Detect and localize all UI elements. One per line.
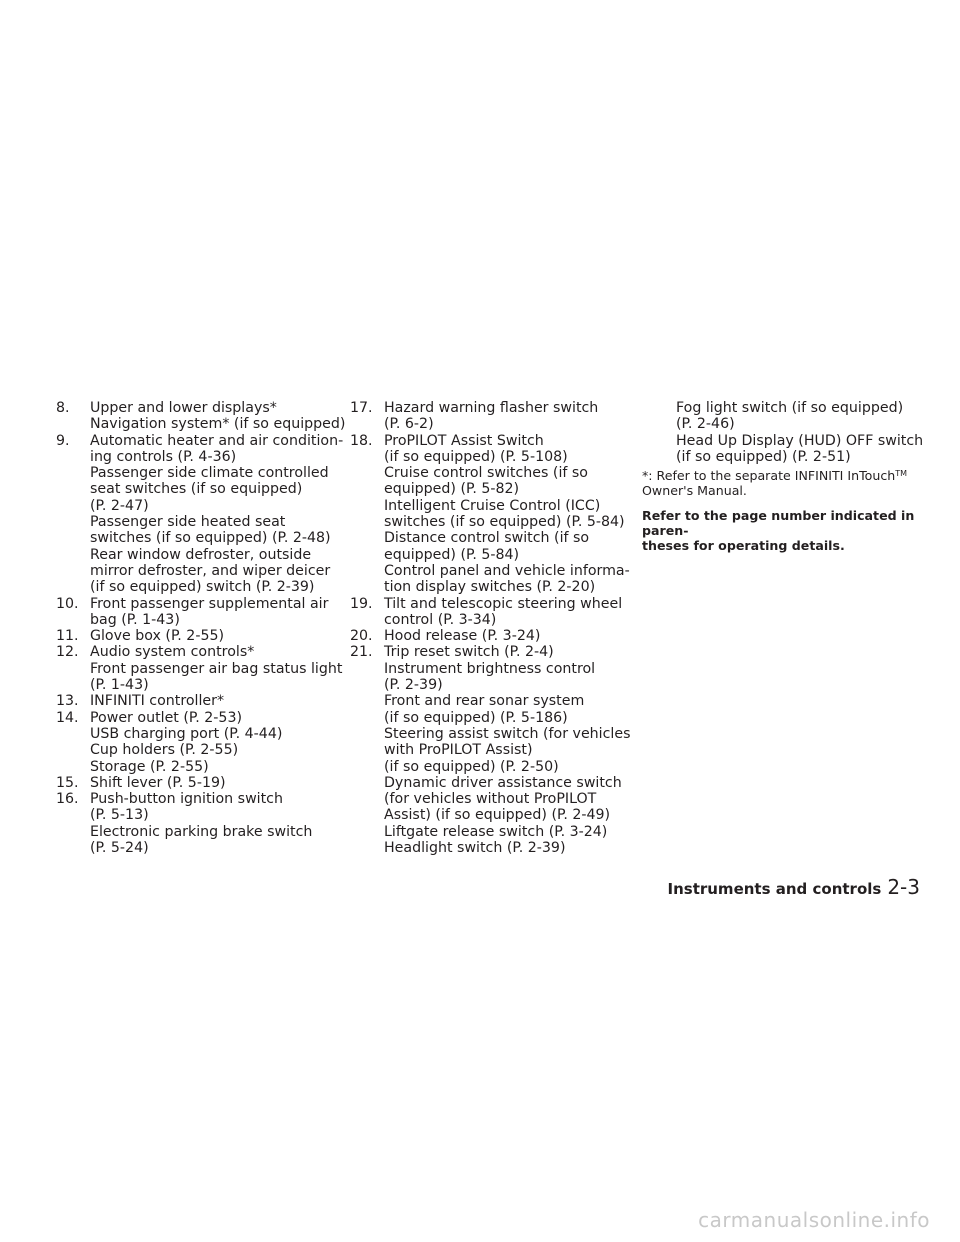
list-item bbox=[350, 644, 631, 857]
entry-line: Control panel and vehicle informa- bbox=[384, 562, 630, 579]
entry-line: (P. 2-46) bbox=[676, 416, 735, 433]
item-number: 17. bbox=[350, 400, 373, 416]
page-number: 2-3 bbox=[887, 875, 920, 899]
entry-line: with ProPILOT Assist) bbox=[384, 742, 533, 759]
entry-line: (P. 6-2) bbox=[384, 416, 434, 433]
item-number: 19. bbox=[350, 595, 373, 612]
entry-line: Liftgate release switch (P. 3-24) bbox=[384, 823, 608, 840]
entry-line: (P. 5-13) bbox=[90, 807, 149, 824]
left-column bbox=[56, 400, 346, 857]
entry-line: equipped) (P. 5-84) bbox=[384, 546, 520, 563]
entry-line: Instrument brightness control bbox=[384, 660, 596, 677]
entry-line: Head Up Display (HUD) OFF switch bbox=[676, 432, 924, 449]
entry-line: (if so equipped) (P. 2-51) bbox=[676, 448, 851, 465]
watermark-logo: carmanualsonline.info bbox=[698, 1208, 930, 1232]
entry-line: (for vehicles without ProPILOT bbox=[384, 791, 597, 808]
entry-line: (if so equipped) (P. 2-50) bbox=[384, 758, 559, 775]
list-item bbox=[56, 693, 326, 709]
entry-line: Upper and lower displays* bbox=[90, 400, 277, 416]
entry-line: Glove box (P. 2-55) bbox=[90, 628, 225, 645]
page-footer bbox=[668, 876, 921, 900]
entry-line: control (P. 3-34) bbox=[384, 611, 497, 628]
entry-line: Front passenger supplemental air bbox=[90, 595, 329, 612]
reference-note-line1: Refer to the page number indicated in paren- bbox=[642, 508, 915, 539]
reference-note-line2: theses for operating details. bbox=[642, 538, 845, 554]
entry-line: Hazard warning flasher switch bbox=[384, 400, 599, 416]
list-item bbox=[350, 432, 630, 596]
entry-line: (P. 2-39) bbox=[384, 677, 443, 694]
entry-line: (P. 1-43) bbox=[90, 677, 149, 694]
item-number: 8. bbox=[56, 400, 70, 416]
list-item bbox=[350, 628, 620, 644]
entry-line: bag (P. 1-43) bbox=[90, 611, 180, 628]
entry-line: mirror defroster, and wiper deicer bbox=[90, 562, 331, 579]
entry-line: (P. 5-24) bbox=[90, 840, 149, 857]
entry-line: Audio system controls* bbox=[90, 644, 255, 661]
entry-line: Push-button ignition switch bbox=[90, 791, 283, 808]
footnote bbox=[642, 468, 927, 498]
item-number: 14. bbox=[56, 709, 79, 726]
entry-line: Headlight switch (P. 2-39) bbox=[384, 840, 566, 857]
item-number: 12. bbox=[56, 644, 79, 661]
entry-line: Trip reset switch (P. 2-4) bbox=[384, 644, 554, 661]
entry-line: switches (if so equipped) (P. 5-84) bbox=[384, 514, 625, 531]
entry-line: Tilt and telescopic steering wheel bbox=[384, 595, 623, 612]
entry-line: ing controls (P. 4-36) bbox=[90, 448, 237, 465]
entry-line: USB charging port (P. 4-44) bbox=[90, 725, 283, 742]
entry-line: Navigation system* (if so equipped) bbox=[90, 416, 346, 433]
list-item bbox=[56, 710, 326, 775]
footnote-text: *: Refer to the separate INFINITI InTouch bbox=[642, 468, 896, 484]
right-column bbox=[642, 400, 927, 553]
item-number: 11. bbox=[56, 628, 79, 645]
entry-line: ProPILOT Assist Switch bbox=[384, 432, 544, 449]
entry-line: Dynamic driver assistance switch bbox=[384, 774, 622, 791]
list-item bbox=[56, 595, 329, 629]
entry-line: Electronic parking brake switch bbox=[90, 823, 313, 840]
item-number: 20. bbox=[350, 628, 373, 645]
entry-line: (if so equipped) (P. 5-108) bbox=[384, 448, 568, 465]
item-number: 16. bbox=[56, 791, 79, 808]
list-item bbox=[56, 775, 326, 791]
list-item bbox=[56, 628, 326, 644]
list-item bbox=[56, 400, 346, 433]
item-number: 15. bbox=[56, 774, 79, 791]
entry-line: INFINITI controller* bbox=[90, 693, 225, 710]
section-title: Instruments and controls bbox=[667, 880, 882, 898]
middle-column bbox=[350, 400, 631, 857]
entry-line: tion display switches (P. 2-20) bbox=[384, 579, 596, 596]
list-item bbox=[56, 791, 326, 856]
entry-line: (P. 2-47) bbox=[90, 497, 149, 514]
list-item bbox=[56, 432, 344, 596]
entry-line: Passenger side heated seat bbox=[90, 514, 286, 531]
list-item bbox=[350, 595, 623, 629]
item-number: 13. bbox=[56, 693, 79, 710]
entry-line: Shift lever (P. 5-19) bbox=[90, 774, 226, 791]
list-item bbox=[350, 400, 620, 433]
entry-line: Hood release (P. 3-24) bbox=[384, 628, 541, 645]
entry-line: Assist) (if so equipped) (P. 2-49) bbox=[384, 807, 611, 824]
reference-note bbox=[642, 508, 927, 553]
entry-line: (if so equipped) (P. 5-186) bbox=[384, 709, 568, 726]
item-number: 9. bbox=[56, 432, 70, 449]
entry-line: Intelligent Cruise Control (ICC) bbox=[384, 497, 601, 514]
item-number: 21. bbox=[350, 644, 373, 661]
entry-line: Rear window defroster, outside bbox=[90, 546, 312, 563]
entry-line: Cup holders (P. 2-55) bbox=[90, 742, 239, 759]
entry-line: Passenger side climate controlled bbox=[90, 465, 329, 482]
entry-line: Power outlet (P. 2-53) bbox=[90, 709, 243, 726]
entry-line: equipped) (P. 5-82) bbox=[384, 481, 520, 498]
item-number: 18. bbox=[350, 432, 373, 449]
entry-line: Distance control switch (if so bbox=[384, 530, 590, 547]
entry-line: seat switches (if so equipped) bbox=[90, 481, 303, 498]
entry-line: Front passenger air bag status light bbox=[90, 660, 343, 677]
entry-line: Front and rear sonar system bbox=[384, 693, 585, 710]
entry-line: switches (if so equipped) (P. 2-48) bbox=[90, 530, 331, 547]
entry-line: Steering assist switch (for vehicles bbox=[384, 725, 631, 742]
entry-line: Storage (P. 2-55) bbox=[90, 758, 209, 775]
continued-entry-21 bbox=[642, 400, 927, 465]
entry-line: Automatic heater and air condition- bbox=[90, 432, 344, 449]
entry-line: (if so equipped) switch (P. 2-39) bbox=[90, 579, 315, 596]
entry-line: Fog light switch (if so equipped) bbox=[676, 400, 904, 416]
list-item bbox=[56, 644, 343, 694]
trademark-sup: TM bbox=[895, 469, 908, 479]
footnote-text-2: Owner's Manual. bbox=[642, 483, 747, 499]
item-number: 10. bbox=[56, 595, 79, 612]
entry-line: Cruise control switches (if so bbox=[384, 465, 588, 482]
